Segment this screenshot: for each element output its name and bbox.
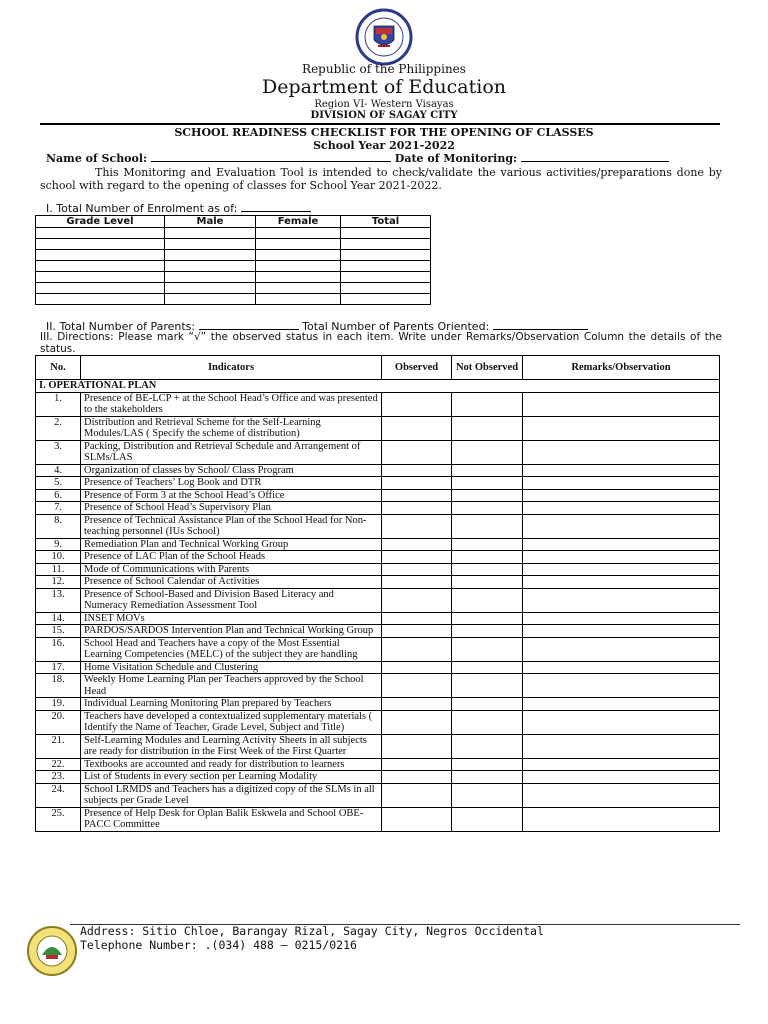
item-number: 9.: [36, 538, 81, 551]
item-indicator: Home Visitation Schedule and Clustering: [81, 661, 382, 674]
col-male: Male: [165, 216, 256, 228]
not-observed-cell[interactable]: [452, 661, 523, 674]
observed-cell[interactable]: [382, 551, 452, 564]
col-remarks: Remarks/Observation: [523, 356, 720, 380]
deped-seal-icon: [354, 8, 414, 66]
observed-cell[interactable]: [382, 588, 452, 612]
division-logo-icon: [26, 925, 78, 977]
checklist-row: [36, 392, 720, 416]
item-number: 5.: [36, 477, 81, 490]
item-indicator: Individual Learning Monitoring Plan prepared by Teachers: [81, 698, 382, 711]
observed-cell[interactable]: [382, 674, 452, 698]
not-observed-cell[interactable]: [452, 576, 523, 589]
remarks-cell[interactable]: [523, 698, 720, 711]
remarks-cell[interactable]: [523, 514, 720, 538]
enrolment-cell[interactable]: [256, 283, 341, 294]
item-indicator: Textbooks are accounted and ready for distribution to learners: [81, 758, 382, 771]
footer-address: Address: Sitio Chloe, Barangay Rizal, Sagay City, Negros Occidental: [80, 924, 544, 938]
item-indicator: List of Students in every section per Learning Modality: [81, 771, 382, 784]
not-observed-cell[interactable]: [452, 538, 523, 551]
not-observed-cell[interactable]: [452, 416, 523, 440]
enrolment-cell[interactable]: [341, 294, 431, 305]
not-observed-cell[interactable]: [452, 710, 523, 734]
enrolment-cell[interactable]: [36, 228, 165, 239]
remarks-cell[interactable]: [523, 551, 720, 564]
enrolment-cell[interactable]: [165, 239, 256, 250]
enrolment-row: [36, 272, 431, 283]
enrolment-cell[interactable]: [36, 261, 165, 272]
item-number: 4.: [36, 464, 81, 477]
observed-cell[interactable]: [382, 698, 452, 711]
section-title: I. OPERATIONAL PLAN: [36, 380, 720, 393]
enrolment-cell[interactable]: [36, 239, 165, 250]
observed-cell[interactable]: [382, 392, 452, 416]
observed-cell[interactable]: [382, 625, 452, 638]
parents-blank[interactable]: [199, 329, 299, 330]
observed-cell[interactable]: [382, 758, 452, 771]
item-indicator: Presence of Form 3 at the School Head’s Office: [81, 489, 382, 502]
col-not-observed: Not Observed: [452, 356, 523, 380]
not-observed-cell[interactable]: [452, 625, 523, 638]
observed-cell[interactable]: [382, 464, 452, 477]
enrolment-row: [36, 239, 431, 250]
remarks-cell[interactable]: [523, 734, 720, 758]
col-grade-level: Grade Level: [36, 216, 165, 228]
not-observed-cell[interactable]: [452, 734, 523, 758]
remarks-cell[interactable]: [523, 489, 720, 502]
checklist-row: [36, 538, 720, 551]
enrolment-table: [35, 215, 431, 305]
enrolment-cell[interactable]: [165, 272, 256, 283]
item-indicator: Self-Learning Modules and Learning Activity Sheets in all subjects are ready for distribution in the First Week of the First Quarter: [81, 734, 382, 758]
remarks-cell[interactable]: [523, 477, 720, 490]
footer-telephone: Telephone Number: .(034) 488 – 0215/0216: [80, 938, 357, 952]
checklist-row: [36, 637, 720, 661]
item-number: 3.: [36, 440, 81, 464]
item-indicator: Presence of Technical Assistance Plan of the School Head for Non-teaching personnel (IUs School): [81, 514, 382, 538]
not-observed-cell[interactable]: [452, 783, 523, 807]
enrolment-cell[interactable]: [341, 250, 431, 261]
checklist-row: [36, 514, 720, 538]
col-total: Total: [341, 216, 431, 228]
item-indicator: Mode of Communications with Parents: [81, 563, 382, 576]
not-observed-cell[interactable]: [452, 489, 523, 502]
directions: III. Directions: Please mark “√” the observed status in each item. Write under Remarks/Observation Column the details of the status.: [40, 331, 722, 355]
remarks-cell[interactable]: [523, 416, 720, 440]
parents-label: II. Total Number of Parents:: [46, 320, 196, 333]
enrolment-cell[interactable]: [341, 261, 431, 272]
checklist-row: [36, 551, 720, 564]
enrolment-cell[interactable]: [165, 261, 256, 272]
not-observed-cell[interactable]: [452, 392, 523, 416]
not-observed-cell[interactable]: [452, 502, 523, 515]
item-number: 15.: [36, 625, 81, 638]
observed-cell[interactable]: [382, 612, 452, 625]
intro-paragraph: This Monitoring and Evaluation Tool is intended to check/validate the various activities/preparations done by school with regard to the opening of classes for School Year 2021-2022.: [40, 166, 722, 192]
checklist-row: [36, 612, 720, 625]
item-number: 18.: [36, 674, 81, 698]
observed-cell[interactable]: [382, 661, 452, 674]
school-name-blank[interactable]: [151, 161, 391, 162]
observed-cell[interactable]: [382, 807, 452, 831]
header-divider: [40, 123, 720, 125]
enrolment-label: I. Total Number of Enrolment as of:: [46, 202, 238, 215]
item-number: 23.: [36, 771, 81, 784]
enrolment-cell[interactable]: [165, 283, 256, 294]
enrolment-cell[interactable]: [165, 250, 256, 261]
item-number: 8.: [36, 514, 81, 538]
enrolment-cell[interactable]: [256, 239, 341, 250]
section-row: [36, 380, 720, 393]
remarks-cell[interactable]: [523, 783, 720, 807]
checklist-table: [35, 355, 720, 832]
enrolment-cell[interactable]: [341, 228, 431, 239]
item-indicator: School Head and Teachers have a copy of the Most Essential Learning Competencies (MELC) of the subject they are handling: [81, 637, 382, 661]
col-no: No.: [36, 356, 81, 380]
remarks-cell[interactable]: [523, 576, 720, 589]
checklist-row: [36, 416, 720, 440]
item-number: 25.: [36, 807, 81, 831]
not-observed-cell[interactable]: [452, 612, 523, 625]
republic-line: Republic of the Philippines: [302, 62, 466, 76]
enrolment-header-row: [36, 216, 431, 228]
item-number: 19.: [36, 698, 81, 711]
col-indicators: Indicators: [81, 356, 382, 380]
enrolment-cell[interactable]: [341, 272, 431, 283]
enrolment-cell[interactable]: [256, 272, 341, 283]
remarks-cell[interactable]: [523, 661, 720, 674]
school-name-label: Name of School:: [46, 152, 148, 165]
checklist-header-row: [36, 356, 720, 380]
not-observed-cell[interactable]: [452, 440, 523, 464]
not-observed-cell[interactable]: [452, 698, 523, 711]
observed-cell[interactable]: [382, 734, 452, 758]
not-observed-cell[interactable]: [452, 464, 523, 477]
remarks-cell[interactable]: [523, 563, 720, 576]
not-observed-cell[interactable]: [452, 807, 523, 831]
observed-cell[interactable]: [382, 710, 452, 734]
item-number: 6.: [36, 489, 81, 502]
remarks-cell[interactable]: [523, 625, 720, 638]
item-number: 11.: [36, 563, 81, 576]
checklist-row: [36, 710, 720, 734]
checklist-row: [36, 698, 720, 711]
item-indicator: School LRMDS and Teachers has a digitized copy of the SLMs in all subjects per Grade Level: [81, 783, 382, 807]
observed-cell[interactable]: [382, 489, 452, 502]
enrolment-row: [36, 283, 431, 294]
checklist-row: [36, 771, 720, 784]
item-number: 10.: [36, 551, 81, 564]
item-indicator: Distribution and Retrieval Scheme for the Self-Learning Modules/LAS ( Specify the scheme of distribution): [81, 416, 382, 440]
item-indicator: Presence of School Head’s Supervisory Plan: [81, 502, 382, 515]
department-title: Department of Education: [262, 76, 506, 98]
parents-oriented-label: Total Number of Parents Oriented:: [302, 320, 490, 333]
remarks-cell[interactable]: [523, 440, 720, 464]
checklist-row: [36, 783, 720, 807]
item-number: 12.: [36, 576, 81, 589]
remarks-cell[interactable]: [523, 392, 720, 416]
enrolment-cell[interactable]: [341, 283, 431, 294]
item-indicator: Remediation Plan and Technical Working Group: [81, 538, 382, 551]
observed-cell[interactable]: [382, 637, 452, 661]
enrolment-cell[interactable]: [36, 294, 165, 305]
col-female: Female: [256, 216, 341, 228]
remarks-cell[interactable]: [523, 807, 720, 831]
enrolment-cell[interactable]: [256, 250, 341, 261]
enrolment-label-row: [46, 202, 311, 215]
checklist-row: [36, 576, 720, 589]
enrolment-cell[interactable]: [165, 228, 256, 239]
enrolment-row: [36, 250, 431, 261]
observed-cell[interactable]: [382, 416, 452, 440]
not-observed-cell[interactable]: [452, 637, 523, 661]
item-number: 7.: [36, 502, 81, 515]
item-indicator: Presence of BE-LCP + at the School Head’s Office and was presented to the stakeholders: [81, 392, 382, 416]
remarks-cell[interactable]: [523, 674, 720, 698]
checklist-row: [36, 477, 720, 490]
school-name-field[interactable]: [46, 152, 669, 165]
enrolment-cell[interactable]: [165, 294, 256, 305]
enrolment-row: [36, 228, 431, 239]
checklist-row: [36, 464, 720, 477]
remarks-cell[interactable]: [523, 771, 720, 784]
enrolment-cell[interactable]: [36, 283, 165, 294]
not-observed-cell[interactable]: [452, 551, 523, 564]
item-number: 16.: [36, 637, 81, 661]
item-number: 21.: [36, 734, 81, 758]
remarks-cell[interactable]: [523, 710, 720, 734]
checklist-row: [36, 674, 720, 698]
observed-cell[interactable]: [382, 771, 452, 784]
observed-cell[interactable]: [382, 576, 452, 589]
document-title: SCHOOL READINESS CHECKLIST FOR THE OPENING OF CLASSES: [174, 126, 594, 139]
item-indicator: Weekly Home Learning Plan per Teachers approved by the School Head: [81, 674, 382, 698]
item-number: 20.: [36, 710, 81, 734]
enrolment-cell[interactable]: [256, 228, 341, 239]
remarks-cell[interactable]: [523, 612, 720, 625]
item-indicator: Presence of School Calendar of Activities: [81, 576, 382, 589]
enrolment-cell[interactable]: [36, 272, 165, 283]
remarks-cell[interactable]: [523, 758, 720, 771]
checklist-row: [36, 625, 720, 638]
not-observed-cell[interactable]: [452, 758, 523, 771]
item-indicator: Organization of classes by School/ Class Program: [81, 464, 382, 477]
item-indicator: PARDOS/SARDOS Intervention Plan and Technical Working Group: [81, 625, 382, 638]
item-number: 14.: [36, 612, 81, 625]
remarks-cell[interactable]: [523, 637, 720, 661]
division-line: DIVISION OF SAGAY CITY: [310, 110, 458, 121]
item-number: 17.: [36, 661, 81, 674]
not-observed-cell[interactable]: [452, 674, 523, 698]
enrolment-cell[interactable]: [256, 261, 341, 272]
enrolment-cell[interactable]: [256, 294, 341, 305]
item-number: 24.: [36, 783, 81, 807]
region-line: Region VI- Western Visayas: [314, 99, 454, 110]
item-number: 1.: [36, 392, 81, 416]
enrolment-cell[interactable]: [341, 239, 431, 250]
item-indicator: Teachers have developed a contextualized supplementary materials ( Identify the Name of Teacher, Grade Level, Subject and Title): [81, 710, 382, 734]
checklist-row: [36, 661, 720, 674]
checklist-row: [36, 807, 720, 831]
parents-oriented-blank[interactable]: [493, 329, 588, 330]
checklist-row: [36, 489, 720, 502]
remarks-cell[interactable]: [523, 502, 720, 515]
not-observed-cell[interactable]: [452, 563, 523, 576]
enrolment-row: [36, 261, 431, 272]
checklist-row: [36, 563, 720, 576]
observed-cell[interactable]: [382, 477, 452, 490]
not-observed-cell[interactable]: [452, 771, 523, 784]
checklist-row: [36, 758, 720, 771]
col-observed: Observed: [382, 356, 452, 380]
observed-cell[interactable]: [382, 514, 452, 538]
item-indicator: Presence of Teachers’ Log Book and DTR: [81, 477, 382, 490]
not-observed-cell[interactable]: [452, 477, 523, 490]
not-observed-cell[interactable]: [452, 588, 523, 612]
item-indicator: INSET MOVs: [81, 612, 382, 625]
item-indicator: Presence of LAC Plan of the School Heads: [81, 551, 382, 564]
not-observed-cell[interactable]: [452, 514, 523, 538]
enrolment-cell[interactable]: [36, 250, 165, 261]
remarks-cell[interactable]: [523, 464, 720, 477]
checklist-row: [36, 588, 720, 612]
item-indicator: Presence of School-Based and Division Based Literacy and Numeracy Remediation Assessment Tool: [81, 588, 382, 612]
item-number: 2.: [36, 416, 81, 440]
observed-cell[interactable]: [382, 783, 452, 807]
item-indicator: Presence of Help Desk for Oplan Balik Eskwela and School OBE-PACC Committee: [81, 807, 382, 831]
date-blank[interactable]: [521, 161, 669, 162]
observed-cell[interactable]: [382, 502, 452, 515]
enrolment-row: [36, 294, 431, 305]
item-number: 13.: [36, 588, 81, 612]
checklist-row: [36, 440, 720, 464]
observed-cell[interactable]: [382, 563, 452, 576]
item-number: 22.: [36, 758, 81, 771]
remarks-cell[interactable]: [523, 588, 720, 612]
checklist-row: [36, 502, 720, 515]
school-year: School Year 2021-2022: [313, 139, 455, 152]
item-indicator: Packing, Distribution and Retrieval Schedule and Arrangement of SLMs/LAS: [81, 440, 382, 464]
date-label: Date of Monitoring:: [394, 152, 518, 165]
checklist-row: [36, 734, 720, 758]
observed-cell[interactable]: [382, 538, 452, 551]
observed-cell[interactable]: [382, 440, 452, 464]
remarks-cell[interactable]: [523, 538, 720, 551]
enrolment-date-blank[interactable]: [241, 211, 311, 212]
